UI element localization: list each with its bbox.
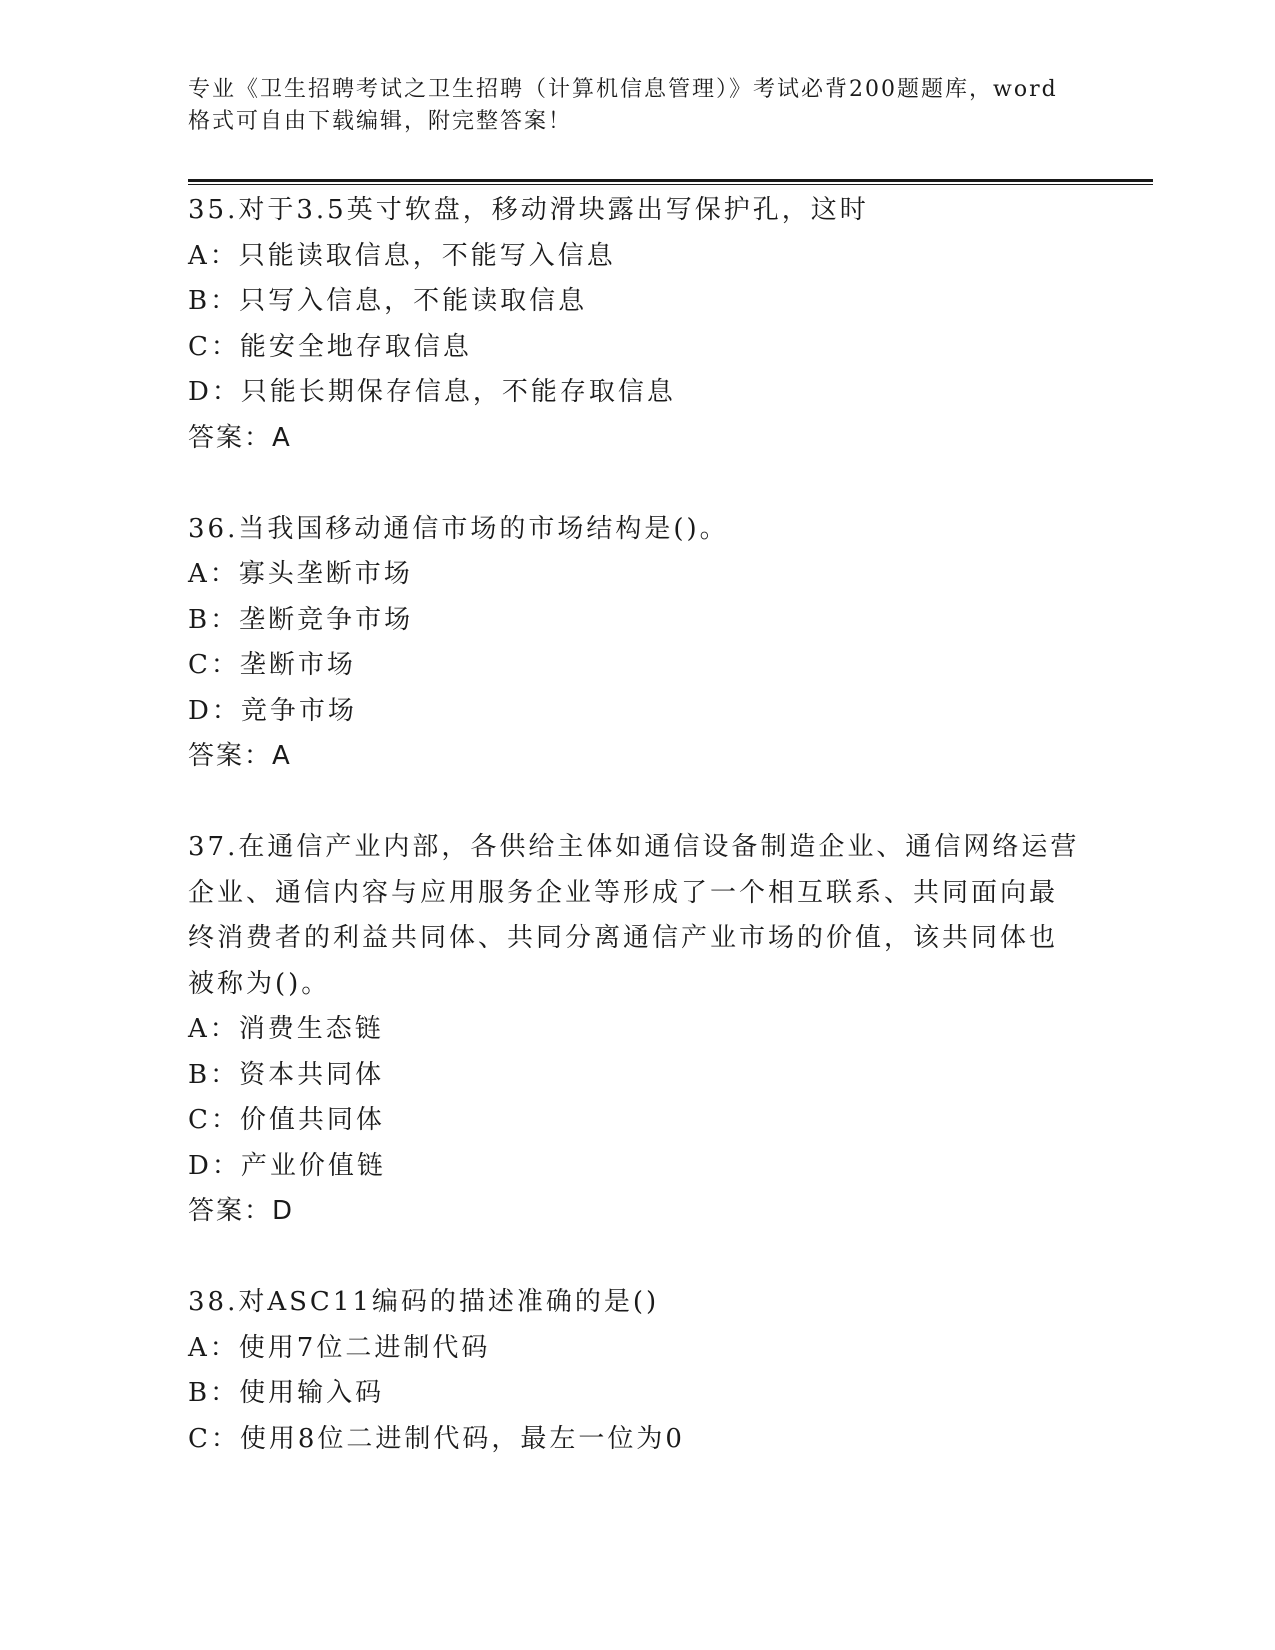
option-b: B：垄断竞争市场	[188, 604, 414, 635]
option-b: B：只写入信息，不能读取信息	[188, 286, 588, 316]
option-a: A：寡头垄断市场	[188, 559, 413, 589]
option-c: C：价值共同体	[188, 1105, 385, 1135]
question-spacer	[188, 1235, 1088, 1281]
option-d: D：产业价值链	[188, 1150, 386, 1181]
question-38	[188, 1280, 1088, 1462]
answer-label: 答案：A	[188, 422, 292, 453]
header-line-2: 格式可自由下载编辑，附完整答案！	[188, 109, 573, 134]
option-b: B：资本共同体	[188, 1059, 385, 1090]
option-c: C：使用8位二进制代码，最左一位为0	[188, 1423, 685, 1454]
question-stem-line: 企业、通信内容与应用服务企业等形成了一个相互联系、共同面向最	[188, 877, 1059, 908]
question-stem-line: 37.在通信产业内部，各供给主体如通信设备制造企业、通信网络运营	[188, 832, 1080, 862]
answer-label: 答案：A	[188, 741, 292, 771]
answer-label: 答案：D	[188, 1196, 295, 1226]
option-a: A：使用7位二进制代码	[188, 1332, 491, 1363]
option-d: D：只能长期保存信息，不能存取信息	[188, 377, 676, 407]
document-header	[188, 74, 1088, 138]
question-stem-line: 被称为()。	[188, 968, 331, 999]
question-35	[188, 188, 1088, 461]
question-list	[188, 188, 1088, 1462]
option-c: C：能安全地存取信息	[188, 331, 472, 362]
option-a: A：消费生态链	[188, 1014, 384, 1044]
question-spacer	[188, 461, 1088, 507]
header-line-1: 专业《卫生招聘考试之卫生招聘（计算机信息管理）》考试必背200题题库，word	[188, 77, 1058, 102]
question-37	[188, 825, 1088, 1235]
option-d: D：竞争市场	[188, 695, 357, 726]
question-spacer	[188, 780, 1088, 826]
question-stem: 35.对于3.5英寸软盘，移动滑块露出写保护孔，这时	[188, 195, 869, 225]
question-stem-line: 终消费者的利益共同体、共同分离通信产业市场的价值，该共同体也	[188, 923, 1059, 953]
header-divider-thick	[188, 179, 1153, 182]
header-divider-thin	[188, 184, 1153, 185]
option-b: B：使用输入码	[188, 1378, 385, 1408]
option-c: C：垄断市场	[188, 650, 356, 680]
question-36	[188, 507, 1088, 780]
question-stem: 38.对ASC11编码的描述准确的是()	[188, 1287, 660, 1317]
question-stem: 36.当我国移动通信市场的市场结构是()。	[188, 513, 729, 544]
option-a: A：只能读取信息，不能写入信息	[188, 240, 616, 271]
